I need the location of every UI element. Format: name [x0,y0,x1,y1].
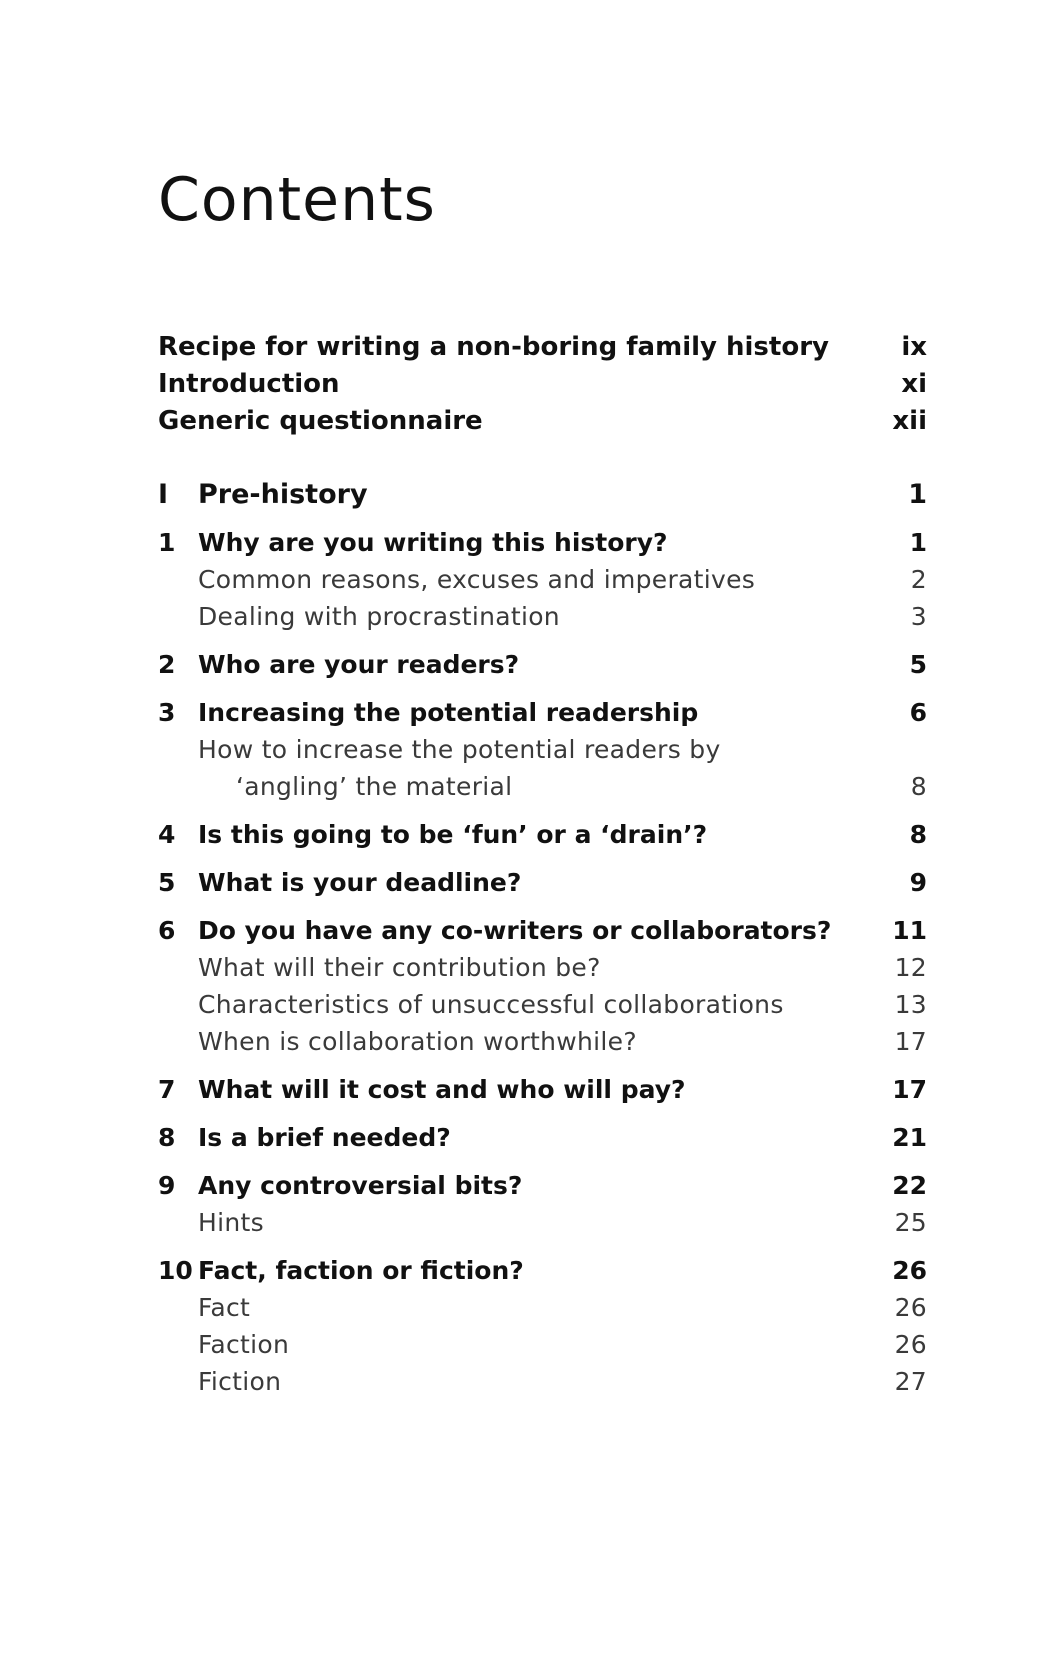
toc-part-page: 1 [908,479,927,510]
toc-entry-title: Introduction [158,369,340,399]
section-page: 3 [910,602,927,631]
toc-section-entry-continued[interactable] [158,767,927,807]
toc-chapter-entry[interactable] [158,815,927,855]
chapter-page: 9 [909,868,927,897]
section-page: 17 [894,1027,927,1056]
toc-chapter-entry[interactable] [158,911,927,951]
section-page: 8 [910,772,927,801]
chapter-page: 17 [892,1075,927,1104]
toc-part-title: Pre-history [198,479,368,510]
toc-chapter-entry[interactable] [158,1251,927,1291]
chapter-title: What is your deadline? [198,868,522,897]
chapter-page: 8 [909,820,927,849]
chapter-page: 6 [909,698,927,727]
chapter-number: 9 [158,1171,176,1200]
chapter-title: What will it cost and who will pay? [198,1075,686,1104]
toc-section-entry[interactable] [158,730,927,770]
section-title: Common reasons, excuses and imperatives [198,565,756,594]
section-title: Hints [198,1208,264,1237]
section-title: Dealing with procrastination [198,602,560,631]
toc-section-entry[interactable] [158,1022,927,1062]
chapter-title: Any controversial bits? [198,1171,523,1200]
section-page: 13 [894,990,927,1019]
toc-chapter-entry[interactable] [158,1118,927,1158]
section-title: Faction [198,1330,290,1359]
section-page: 25 [894,1208,927,1237]
chapter-number: 6 [158,916,176,945]
toc-chapter-entry[interactable] [158,523,927,563]
section-page: 27 [894,1367,927,1396]
chapter-title: Fact, faction or fiction? [198,1256,524,1285]
section-page: 26 [894,1330,927,1359]
chapter-number: 5 [158,868,176,897]
chapter-number: 4 [158,820,176,849]
chapter-title: Do you have any co-writers or collaborators? [198,916,832,945]
toc-section-entry[interactable] [158,1325,927,1365]
section-title: Fiction [198,1367,282,1396]
chapter-number: 1 [158,528,176,557]
toc-section-entry[interactable] [158,948,927,988]
toc-section-entry[interactable] [158,597,927,637]
chapter-title: Increasing the potential readership [198,698,699,727]
chapter-page: 21 [892,1123,927,1152]
page-title: Contents [158,165,436,235]
chapter-title: Is a brief needed? [198,1123,451,1152]
chapter-page: 5 [909,650,927,679]
toc-chapter-entry[interactable] [158,693,927,733]
chapter-page: 1 [909,528,927,557]
toc-chapter-entry[interactable] [158,1070,927,1110]
chapter-number: 3 [158,698,176,727]
toc-entry-title: Recipe for writing a non-boring family history [158,332,829,362]
chapter-page: 22 [892,1171,927,1200]
toc-entry-front-matter[interactable] [158,364,927,404]
section-page: 12 [894,953,927,982]
chapter-number: 10 [158,1256,193,1285]
chapter-page: 11 [892,916,927,945]
section-page: 2 [910,565,927,594]
section-page: 26 [894,1293,927,1322]
section-title: Characteristics of unsuccessful collaborations [198,990,784,1019]
section-title: How to increase the potential readers by [198,735,721,764]
section-title: Fact [198,1293,251,1322]
toc-part-number: I [158,479,169,510]
chapter-title: Who are your readers? [198,650,520,679]
toc-chapter-entry[interactable] [158,1166,927,1206]
chapter-page: 26 [892,1256,927,1285]
chapter-title: Why are you writing this history? [198,528,668,557]
chapter-title: Is this going to be ‘fun’ or a ‘drain’? [198,820,708,849]
toc-entry-title: Generic questionnaire [158,406,483,436]
toc-section-entry[interactable] [158,1362,927,1402]
toc-entry-page: xi [901,369,927,399]
chapter-number: 8 [158,1123,176,1152]
toc-section-entry[interactable] [158,560,927,600]
toc-section-entry[interactable] [158,1288,927,1328]
toc-section-entry[interactable] [158,985,927,1025]
toc-chapter-entry[interactable] [158,863,927,903]
toc-entry-page: xii [892,406,927,436]
toc-entry-page: ix [901,332,927,362]
toc-entry-front-matter[interactable] [158,327,927,367]
chapter-number: 2 [158,650,176,679]
section-title-continuation: ‘angling’ the material [236,772,513,801]
toc-chapter-entry[interactable] [158,645,927,685]
toc-entry-front-matter[interactable] [158,401,927,441]
toc-part-entry[interactable] [158,475,927,515]
chapter-number: 7 [158,1075,176,1104]
toc-section-entry[interactable] [158,1203,927,1243]
section-title: What will their contribution be? [198,953,601,982]
section-title: When is collaboration worthwhile? [198,1027,637,1056]
